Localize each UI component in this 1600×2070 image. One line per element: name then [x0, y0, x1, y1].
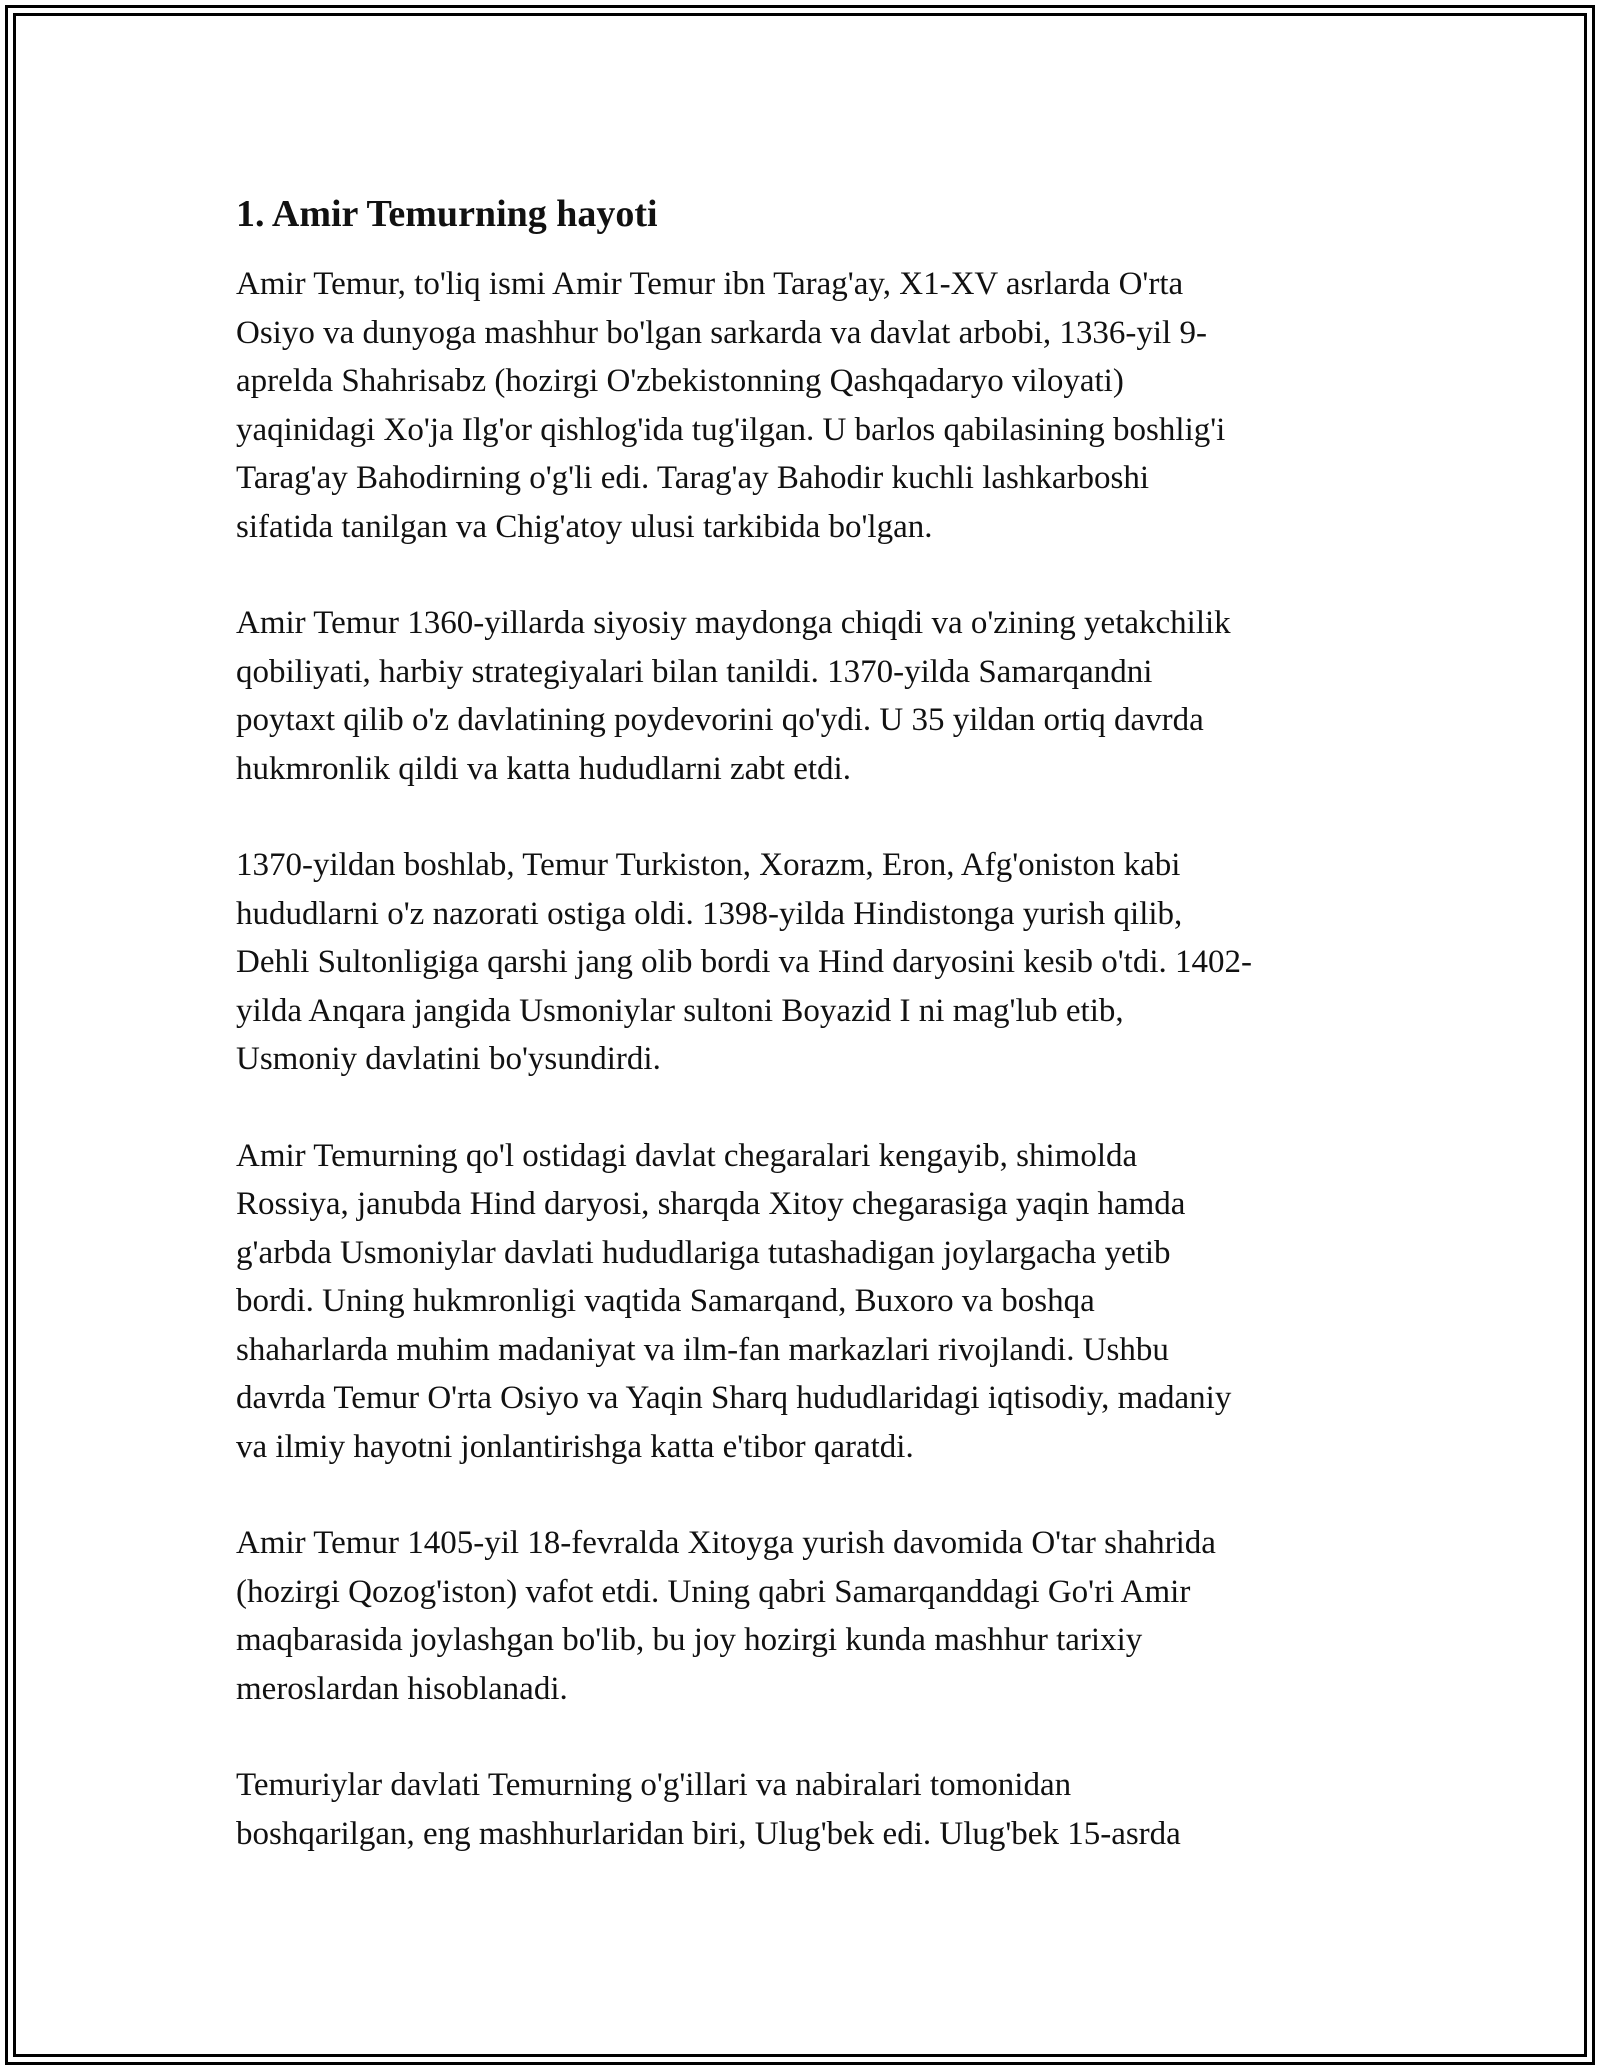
paragraph-line: boshqarilgan, eng mashhurlaridan biri, Ulug'bek edi. Ulug'bek 15-asrda: [236, 1815, 1181, 1852]
paragraph-5: [236, 1519, 1376, 1713]
paragraph-line: (hozirgi Qozog'iston) vafot etdi. Uning qabri Samarqanddagi Go'ri Amir: [236, 1573, 1191, 1610]
paragraph-line: aprelda Shahrisabz (hozirgi O'zbekistonning Qashqadaryo viloyati): [236, 363, 1124, 399]
document-body: [236, 190, 1376, 1858]
paragraph-1: [236, 260, 1376, 551]
paragraph-3: [236, 841, 1376, 1084]
paragraph-line: maqbarasida joylashgan bo'lib, bu joy hozirgi kunda mashhur tarixiy: [236, 1622, 1143, 1658]
paragraph-line: Temuriylar davlati Temurning o'g'illari va nabiralari tomonidan: [236, 1767, 1072, 1803]
paragraph-line: Amir Temurning qo'l ostidagi davlat chegaralari kengayib, shimolda: [236, 1137, 1138, 1174]
paragraph-line: hududlarni o'z nazorati ostiga oldi. 1398-yilda Hindistonga yurish qilib,: [236, 895, 1183, 932]
paragraph-line: 1370-yildan boshlab, Temur Turkiston, Xorazm, Eron, Afg'oniston kabi: [236, 847, 1181, 883]
paragraph-line: meroslardan hisoblanadi.: [236, 1670, 568, 1707]
paragraph-line: qobiliyati, harbiy strategiyalari bilan tanildi. 1370-yilda Samarqandni: [236, 653, 1153, 690]
paragraph-line: yaqinidagi Xo'ja Ilg'or qishlog'ida tug'ilgan. U barlos qabilasining boshlig'i: [236, 411, 1226, 448]
paragraph-4: [236, 1132, 1376, 1472]
paragraph-2: [236, 599, 1376, 793]
paragraph-6: [236, 1761, 1376, 1858]
paragraph-line: sifatida tanilgan va Chig'atoy ulusi tarkibida bo'lgan.: [236, 508, 933, 545]
paragraph-line: yilda Anqara jangida Usmoniylar sultoni Boyazid I ni mag'lub etib,: [236, 992, 1124, 1029]
paragraph-line: Amir Temur, to'liq ismi Amir Temur ibn Tarag'ay, X1-XV asrlarda O'rta: [236, 266, 1184, 302]
paragraph-line: Usmoniy davlatini bo'ysundirdi.: [236, 1041, 661, 1077]
paragraph-line: shaharlarda muhim madaniyat va ilm-fan markazlari rivojlandi. Ushbu: [236, 1331, 1169, 1368]
paragraph-line: va ilmiy hayotni jonlantirishga katta e'tibor qaratdi.: [236, 1428, 914, 1465]
paragraph-line: Rossiya, janubda Hind daryosi, sharqda Xitoy chegarasiga yaqin hamda: [236, 1186, 1186, 1222]
paragraph-line: Dehli Sultonligiga qarshi jang olib bordi va Hind daryosini kesib o'tdi. 1402-: [236, 944, 1253, 980]
paragraph-line: poytaxt qilib o'z davlatining poydevorini qo'ydi. U 35 yildan ortiq davrda: [236, 702, 1204, 738]
paragraph-line: Tarag'ay Bahodirning o'g'li edi. Tarag'ay Bahodir kuchli lashkarboshi: [236, 460, 1149, 496]
paragraph-line: g'arbda Usmoniylar davlati hududlariga tutashadigan joylargacha yetib: [236, 1234, 1171, 1271]
paragraph-line: Amir Temur 1405-yil 18-fevralda Xitoyga yurish davomida O'tar shahrida: [236, 1525, 1216, 1561]
paragraph-line: Osiyo va dunyoga mashhur bo'lgan sarkarda va davlat arbobi, 1336-yil 9-: [236, 314, 1207, 351]
paragraph-line: hukmronlik qildi va katta hududlarni zabt etdi.: [236, 750, 851, 787]
section-heading: 1. Amir Temurning hayoti: [236, 193, 658, 235]
paragraph-line: Amir Temur 1360-yillarda siyosiy maydonga chiqdi va o'zining yetakchilik: [236, 605, 1231, 641]
paragraph-line: bordi. Uning hukmronligi vaqtida Samarqand, Buxoro va boshqa: [236, 1283, 1095, 1319]
paragraph-line: davrda Temur O'rta Osiyo va Yaqin Sharq hududlaridagi iqtisodiy, madaniy: [236, 1380, 1232, 1416]
